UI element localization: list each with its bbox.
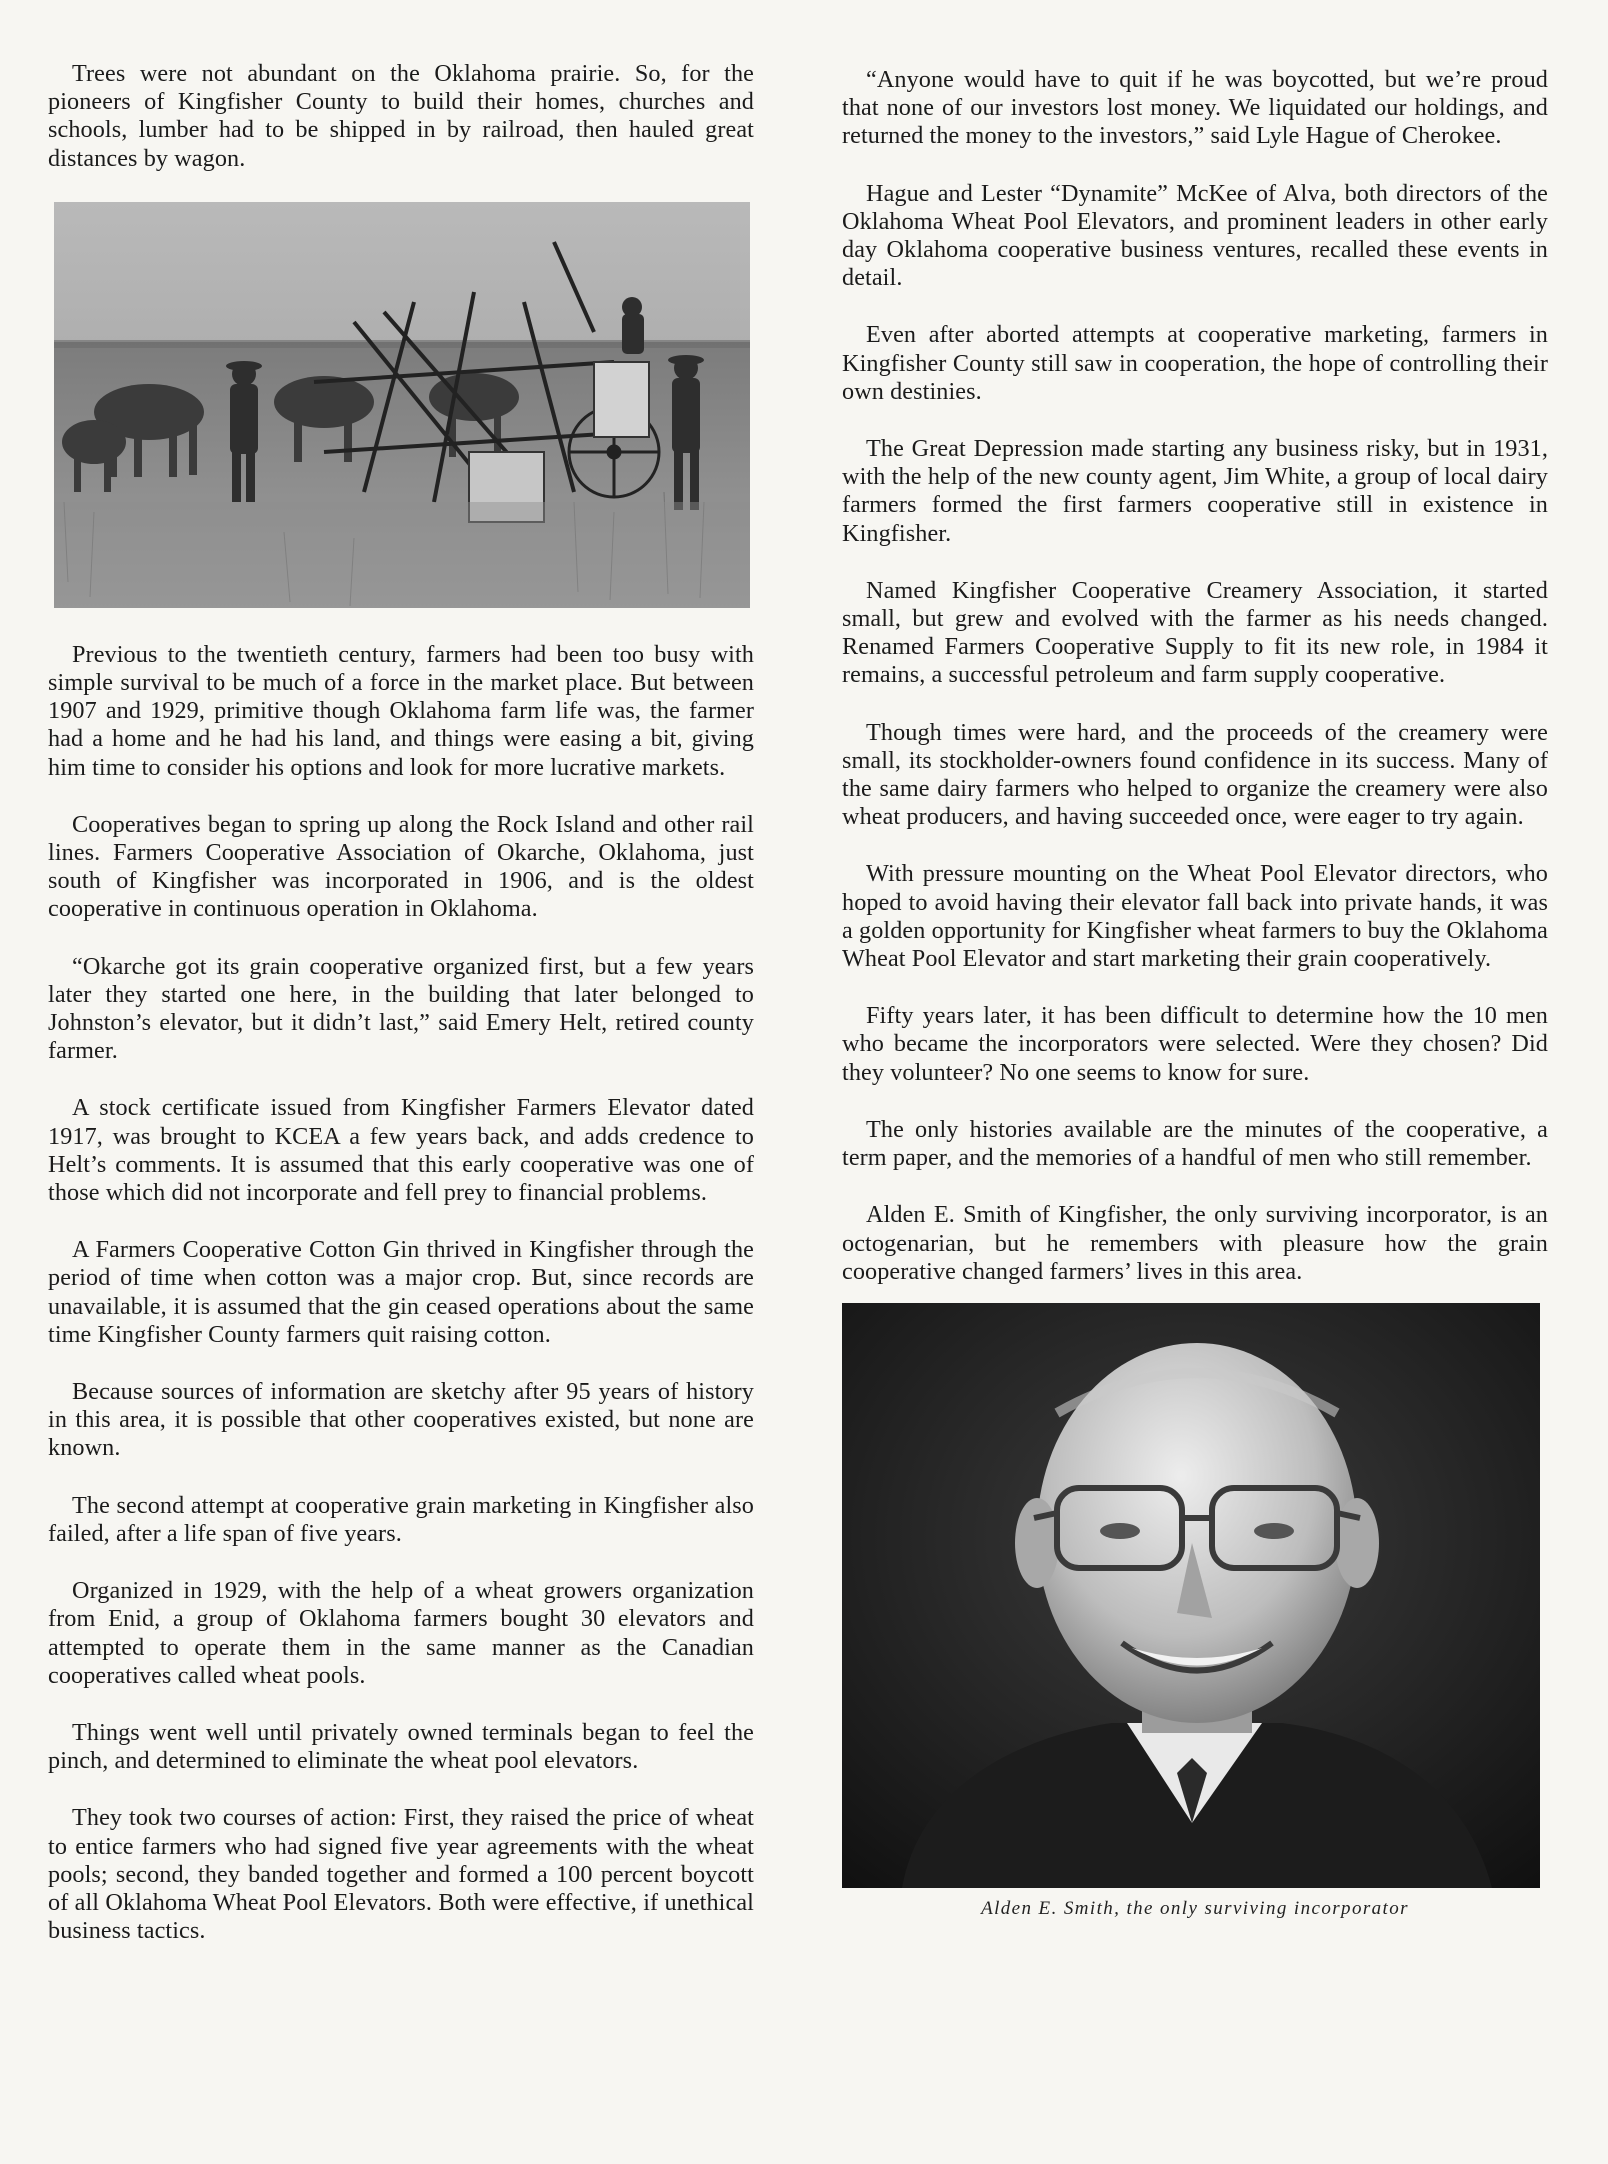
left-paragraph: Because sources of information are sketchy after 95 years of history in this area, it is possible that other cooperatives existed, but none are known. bbox=[48, 1378, 754, 1462]
right-paragraph: The Great Depression made starting any business risky, but in 1931, with the help of the new county agent, Jim White, a group of local dairy farmers formed the first farmers cooperative still in existence in Kingfisher. bbox=[842, 435, 1548, 547]
right-column bbox=[842, 66, 1548, 1920]
right-paragraph: Hague and Lester “Dynamite” McKee of Alva, both directors of the Oklahoma Wheat Pool Elevators, and prominent leaders in other early day Oklahoma cooperative business ventures, recalled these events in detail. bbox=[842, 179, 1548, 292]
left-paragraph: Things went well until privately owned terminals began to feel the pinch, and determined to eliminate the wheat pool elevators. bbox=[48, 1718, 754, 1775]
left-paragraph: “Okarche got its grain cooperative organized first, but a few years later they started one here, in the building that later belonged to Johnston’s elevator, but it didn’t last,” said Emery Helt, retired county farmer. bbox=[48, 952, 754, 1065]
right-paragraph: Named Kingfisher Cooperative Creamery Association, it started small, but grew and evolved with the farmer as his needs changed. Renamed Farmers Cooperative Supply to fit its new role, in 1984 it remains, a successful petroleum and farm supply cooperative. bbox=[842, 576, 1548, 689]
right-paragraph: Alden E. Smith of Kingfisher, the only surviving incorporator, is an octogenarian, but he remembers with pleasure how the grain cooperative changed farmers’ lives in this area. bbox=[842, 1201, 1548, 1285]
right-paragraph: Even after aborted attempts at cooperative marketing, farmers in Kingfisher County still saw in cooperation, the hope of controlling their own destinies. bbox=[842, 321, 1548, 405]
left-paragraph: Organized in 1929, with the help of a wheat growers organization from Enid, a group of Oklahoma farmers bought 30 elevators and attempted to operate them in the same manner as the Canadian cooperatives called wheat pools. bbox=[48, 1577, 754, 1689]
right-paragraph: “Anyone would have to quit if he was boycotted, but we’re proud that none of our investors lost money. We liquidated our holdings, and returned the money to the investors,” said Lyle Hague of Cherokee. bbox=[842, 66, 1548, 150]
intro-paragraph: Trees were not abundant on the Oklahoma prairie. So, for the pioneers of Kingfisher County to build their homes, churches and schools, lumber had to be shipped in by railroad, then hauled great distances by wagon. bbox=[48, 60, 754, 172]
portrait-caption: Alden E. Smith, the only surviving incorporator bbox=[981, 1897, 1409, 1919]
harvest-photo bbox=[54, 202, 750, 608]
left-paragraph: Cooperatives began to spring up along the Rock Island and other rail lines. Farmers Cooperative Association of Okarche, Oklahoma, just south of Kingfisher was incorporated in 1906, and is the oldest cooperative in continuous operation in Oklahoma. bbox=[48, 810, 754, 923]
right-paragraph: Though times were hard, and the proceeds of the creamery were small, its stockholder-owners found confidence in its success. Many of the same dairy farmers who helped to organize the creamery were also wheat producers, and having succeeded once, were eager to try again. bbox=[842, 718, 1548, 831]
right-paragraph: The only histories available are the minutes of the cooperative, a term paper, and the memories of a handful of men who still remember. bbox=[842, 1115, 1548, 1172]
portrait-photo bbox=[842, 1303, 1540, 1888]
left-paragraph: The second attempt at cooperative grain marketing in Kingfisher also failed, after a life span of five years. bbox=[48, 1491, 754, 1547]
left-column bbox=[48, 60, 754, 1974]
left-paragraph: They took two courses of action: First, they raised the price of wheat to entice farmers who had signed five year agreements with the wheat pools; second, they banded together and formed a 100 percent boycott of all Oklahoma Wheat Pool Elevators. Both were effective, if unethical business tactics. bbox=[48, 1804, 754, 1945]
left-paragraph: Previous to the twentieth century, farmers had been too busy with simple survival to be much of a force in the market place. But between 1907 and 1929, primitive though Oklahoma farm life was, the farmer had a home and he had his land, and things were easing a bit, giving him time to consider his options and look for more lucrative markets. bbox=[48, 640, 754, 781]
left-paragraph: A Farmers Cooperative Cotton Gin thrived in Kingfisher through the period of time when cotton was a major crop. But, since records are unavailable, it is assumed that the gin ceased operations about the same time Kingfisher County farmers quit raising cotton. bbox=[48, 1236, 754, 1348]
right-paragraph: Fifty years later, it has been difficult to determine how the 10 men who became the incorporators were selected. Were they chosen? Did they volunteer? No one seems to know for sure. bbox=[842, 1002, 1548, 1086]
right-paragraph: With pressure mounting on the Wheat Pool Elevator directors, who hoped to avoid having their elevator fall back into private hands, it was a golden opportunity for Kingfisher wheat farmers to buy the Oklahoma Wheat Pool Elevator and start marketing their grain cooperatively. bbox=[842, 860, 1548, 973]
left-paragraph: A stock certificate issued from Kingfisher Farmers Elevator dated 1917, was brought to KCEA a few years back, and adds credence to Helt’s comments. It is assumed that this early cooperative was one of those which did not incorporate and fell prey to financial problems. bbox=[48, 1094, 754, 1207]
